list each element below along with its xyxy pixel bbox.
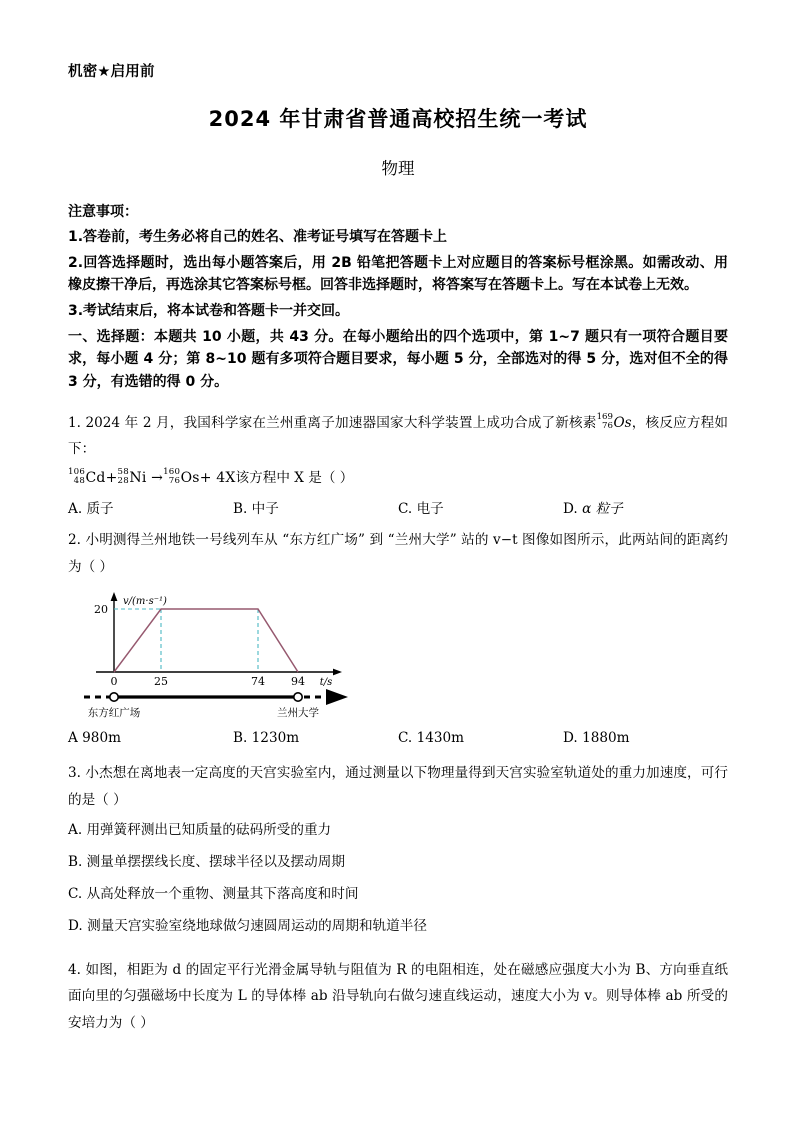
nuclide-mass-number: 169 — [596, 411, 613, 422]
question-1-text-b: ，核反应方程如下： — [68, 414, 728, 458]
y-tick-20: 20 — [94, 603, 108, 616]
option-d-label: D. — [68, 917, 83, 934]
option-d-text: 1880m — [582, 730, 630, 746]
question-3-option-b[interactable] — [68, 847, 728, 879]
option-c-label: C. — [68, 885, 83, 902]
vt-graph-svg — [76, 584, 376, 724]
option-c-label: C. — [398, 501, 413, 517]
option-a-text: 质子 — [86, 501, 114, 517]
question-1-number: 1. — [68, 414, 81, 431]
nuclide-os169 — [597, 410, 632, 437]
nuclear-reaction-equation — [68, 466, 236, 486]
option-c-text: 从高处释放一个重物、测量其下落高度和时间 — [86, 885, 359, 902]
nuclide-os160 — [163, 465, 200, 492]
notice-item-1: 1.答卷前，考生务必将自己的姓名、准考证号填写在答题卡上 — [68, 229, 448, 245]
x-axis-arrow — [333, 669, 342, 676]
ni-symbol: Ni — [129, 469, 147, 486]
question-3-option-d[interactable] — [68, 911, 728, 943]
option-b-label: B. — [233, 501, 248, 517]
question-1-text-a: 2024 年 2 月，我国科学家在兰州重离子加速器国家大科学装置上成功合成了新核素 — [85, 414, 597, 431]
question-1-equation-line — [68, 465, 728, 492]
y-axis-label: v/(m·s⁻¹) — [123, 596, 167, 607]
cd-mass-number: 106 — [68, 466, 86, 477]
confidential-notice: 机密★启用前 — [68, 64, 155, 80]
nuclide-symbol: Os — [613, 414, 632, 431]
option-a-label: A. — [68, 501, 83, 517]
cd-atomic-number: 48 — [73, 475, 86, 486]
velocity-time-figure — [68, 584, 728, 724]
question-1-stem — [68, 410, 728, 463]
option-a-label: A. — [68, 822, 83, 838]
section-heading-choice: 一、选择题：本题共 10 小题，共 43 分。在每小题给出的四个选项中，第 1~7 题只有一项符合题目要求，每小题 4 分；第 8~10 题有多项符合题目要求，每小题 5 分，全部选对的得 5 分，选对但不全的得 3 分，有选错的得 0 分。 — [68, 328, 728, 391]
notice-item-2: 2.回答选择题时，选出每小题答案后，用 2B 铅笔把答题卡上对应题目的答案标号框涂黑。如需改动、用橡皮擦干净后，再选涂其它答案标号框。回答非选择题时，将答案写在答题卡上。写在本试卷上无效。 — [68, 254, 728, 294]
question-2-option-a[interactable] — [68, 730, 233, 746]
x-axis-label: t/s — [319, 677, 333, 688]
option-b-text: 中子 — [251, 501, 279, 517]
question-1-option-b[interactable] — [233, 497, 398, 517]
notice-heading: 注意事项： — [68, 204, 138, 220]
equation-arrow: → — [151, 469, 164, 486]
page-content — [68, 60, 728, 1038]
station-marker-end — [294, 693, 302, 701]
x-tick-0: 0 — [110, 675, 118, 688]
os-mass-number: 160 — [163, 466, 181, 477]
question-2-option-d[interactable] — [563, 730, 728, 746]
question-2-number: 2. — [68, 532, 81, 548]
x-tick-74: 74 — [251, 675, 265, 688]
option-b-text: 测量单摆摆线长度、摆球半径以及摆动周期 — [86, 853, 345, 870]
vt-curve — [114, 609, 298, 672]
x-tick-25: 25 — [154, 675, 168, 688]
equation-plus-1: + — [105, 469, 118, 486]
subject-title: 物理 — [381, 159, 415, 178]
os-symbol: Os — [180, 469, 200, 486]
question-1-option-c[interactable] — [398, 497, 563, 517]
ni-atomic-number: 28 — [117, 475, 129, 486]
option-b-label: B. — [233, 730, 248, 746]
question-2-text: 小明测得兰州地铁一号线列车从 “东方红广场” 到 “兰州大学” 站的 v−t 图像如图所示，此两站间的距离约为（ ） — [68, 532, 728, 575]
option-b-label: B. — [68, 853, 83, 870]
y-axis-arrow — [111, 592, 118, 601]
question-4-number: 4. — [68, 961, 81, 978]
question-3-stem — [68, 760, 728, 813]
rail-arrow — [326, 689, 348, 705]
option-a-label: A — [68, 730, 78, 746]
question-3-option-a[interactable] — [68, 815, 728, 847]
station-marker-start — [110, 693, 118, 701]
option-c-text: 电子 — [416, 501, 444, 517]
station-label-end: 兰州大学 — [277, 707, 319, 719]
question-3-text: 小杰想在离地表一定高度的天宫实验室内，通过测量以下物理量得到天宫实验室轨道处的重力加速度，可行的是（ ） — [68, 765, 728, 808]
question-4-stem — [68, 957, 728, 1037]
notice-item-3: 3.考试结束后，将本试卷和答题卡一并交回。 — [68, 303, 350, 320]
nuclide-ni58 — [118, 465, 147, 492]
question-3-option-c[interactable] — [68, 879, 728, 911]
cd-symbol: Cd — [85, 469, 106, 486]
equation-tail: + 4X — [199, 469, 236, 486]
question-2-option-b[interactable] — [233, 730, 398, 746]
question-1-option-a[interactable] — [68, 497, 233, 517]
nuclide-atomic-number: 76 — [602, 420, 613, 431]
question-2-option-c[interactable] — [398, 730, 563, 746]
option-d-label: D. — [563, 501, 578, 517]
page-title: 2024 年甘肃省普通高校招生统一考试 — [208, 107, 588, 131]
option-d-text: 测量天宫实验室绕地球做匀速圆周运动的周期和轨道半径 — [87, 917, 427, 934]
station-label-start: 东方红广场 — [87, 707, 141, 719]
option-b-text: 1230m — [251, 730, 300, 746]
option-a-text: 用弹簧秤测出已知质量的砝码所受的重力 — [86, 822, 332, 838]
question-3-number: 3. — [68, 765, 81, 781]
os-atomic-number: 76 — [168, 475, 181, 486]
question-1-options — [68, 497, 728, 517]
question-2-stem — [68, 527, 728, 580]
question-4-text: 如图，相距为 d 的固定平行光滑金属导轨与阻值为 R 的电阻相连，处在磁感应强度大小为 B、方向垂直纸面向里的匀强磁场中长度为 L 的导体棒 ab 沿导轨向右做匀速直线运动，速度大小为 v。则导体棒 ab 所受的安培力为（ ） — [68, 961, 728, 1031]
option-a-text: 980m — [82, 730, 121, 746]
option-c-label: C. — [398, 730, 413, 746]
nuclide-cd106 — [68, 465, 106, 492]
ni-mass-number: 58 — [117, 466, 129, 477]
question-1-text-c: 该方程中 X 是（ ） — [235, 469, 354, 486]
question-1-option-d[interactable] — [563, 497, 728, 517]
x-tick-94: 94 — [291, 675, 305, 688]
question-2-options — [68, 730, 728, 746]
option-d-text: α 粒子 — [582, 501, 623, 517]
option-d-label: D. — [563, 730, 578, 746]
option-c-text: 1430m — [416, 730, 465, 746]
